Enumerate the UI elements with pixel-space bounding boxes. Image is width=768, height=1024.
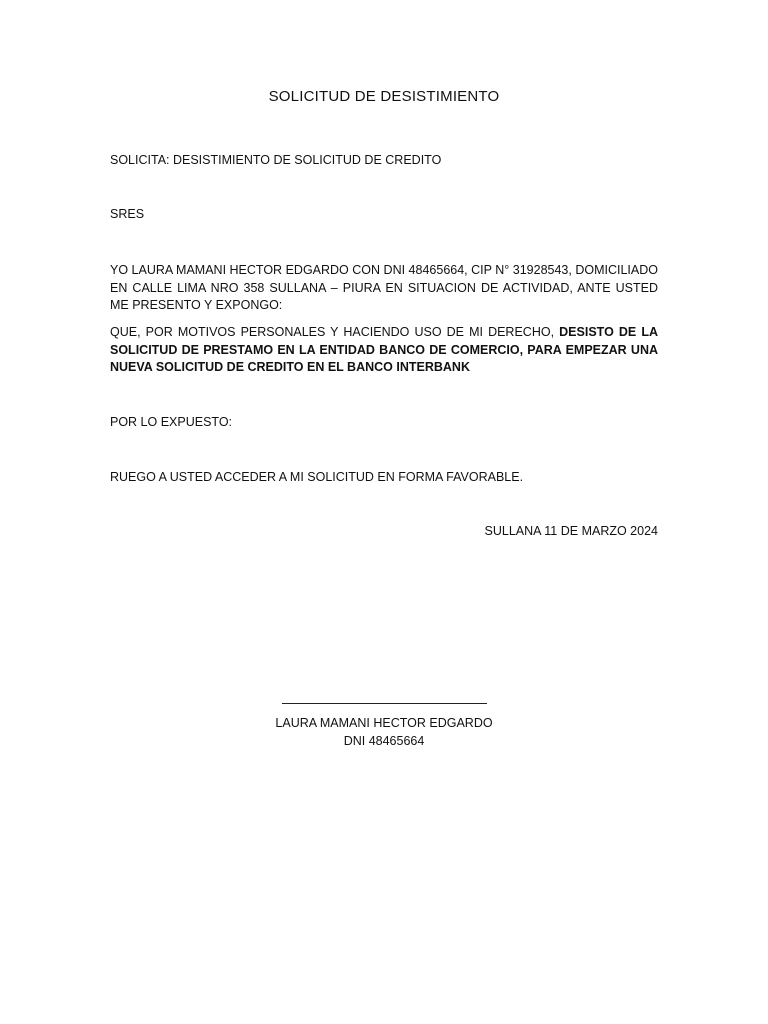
signature-dni: DNI 48465664 (343, 734, 425, 748)
signature-name: LAURA MAMANI HECTOR EDGARDO (275, 716, 493, 730)
intro-paragraph: YO LAURA MAMANI HECTOR EDGARDO CON DNI 48465664, CIP N° 31928543, DOMICILIADO EN CALLE LIMA NRO 358 SULLANA – PIURA EN SITUACION DE ACTIVIDAD, ANTE USTED ME PRESENTO Y EXPONGO: (110, 263, 658, 312)
subject-line: SOLICITA: DESISTIMIENTO DE SOLICITUD DE CREDITO (110, 153, 442, 167)
body-text-bold: DESISTO DE LA SOLICITUD DE PRESTAMO EN LA ENTIDAD BANCO DE COMERCIO, PARA EMPEZAR UNA NUEVA SOLICITUD DE CREDITO EN EL BANCO INTERBANK (110, 325, 658, 374)
place-date: SULLANA 11 DE MARZO 2024 (484, 524, 658, 538)
signature-line (282, 703, 487, 704)
body-paragraph (110, 324, 658, 377)
ruego-line: RUEGO A USTED ACCEDER A MI SOLICITUD EN FORMA FAVORABLE. (110, 470, 524, 484)
por-lo-expuesto: POR LO EXPUESTO: (110, 415, 233, 429)
body-text-plain: QUE, POR MOTIVOS PERSONALES Y HACIENDO USO DE MI DERECHO, (110, 325, 560, 339)
document-title: SOLICITUD DE DESISTIMIENTO (268, 88, 500, 105)
salutation: SRES (110, 207, 145, 221)
